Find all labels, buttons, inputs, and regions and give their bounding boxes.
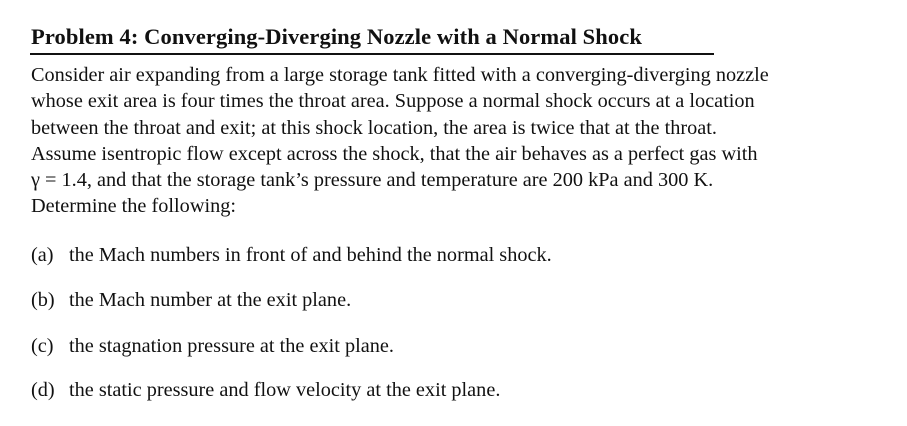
item-label: (a) <box>31 244 54 266</box>
item-label: (c) <box>31 335 54 357</box>
item-text: the Mach number at the exit plane. <box>69 289 352 311</box>
item-label: (d) <box>31 379 55 401</box>
title-underline <box>30 53 714 55</box>
statement-line: Consider air expanding from a large storage tank fitted with a converging-diverging nozzle <box>31 64 769 86</box>
question-item-c <box>31 335 394 358</box>
statement-line: between the throat and exit; at this shock location, the area is twice that at the throat. <box>31 116 717 139</box>
item-text: the Mach numbers in front of and behind the normal shock. <box>69 244 552 266</box>
statement-line: whose exit area is four times the throat area. Suppose a normal shock occurs at a location <box>31 90 755 113</box>
statement-line: Determine the following: <box>31 195 237 218</box>
item-label: (b) <box>31 289 55 311</box>
problem-statement <box>31 62 881 220</box>
statement-line: γ = 1.4, and that the storage tank’s pressure and temperature are 200 kPa and 300 K. <box>31 169 714 192</box>
item-text: the stagnation pressure at the exit plane. <box>69 335 394 357</box>
question-item-d <box>31 379 500 402</box>
question-item-a <box>31 244 552 267</box>
item-text: the static pressure and flow velocity at the exit plane. <box>69 379 501 401</box>
question-item-b <box>31 289 351 312</box>
statement-line: Assume isentropic flow except across the shock, that the air behaves as a perfect gas with <box>31 142 758 165</box>
problem-title: Problem 4: Converging-Diverging Nozzle with a Normal Shock <box>31 24 642 49</box>
